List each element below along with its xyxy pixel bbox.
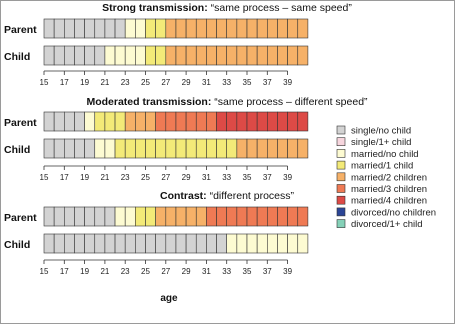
panel-2-child-cell <box>64 139 74 158</box>
panel-2-parent-cell <box>257 112 267 131</box>
panel-2-parent-cell <box>105 112 115 131</box>
panel-3-parent-cell <box>146 207 156 226</box>
panel-3-parent-cell <box>54 207 64 226</box>
legend-label-single_child: single/1+ child <box>351 137 412 149</box>
legend-swatch-divorced_no <box>337 208 345 216</box>
panel-2-parent-cell <box>85 112 95 131</box>
panel-1-tick-label: 37 <box>262 78 272 87</box>
panel-1-child-cell <box>176 46 186 65</box>
panel-1-child-cell <box>44 46 54 65</box>
panel-3-child-cell <box>44 234 54 253</box>
panel-3-parent-cell <box>135 207 145 226</box>
panel-2-tick-label: 37 <box>262 173 272 182</box>
panel-1-child-cell <box>85 46 95 65</box>
panel-2-child-cell <box>217 139 227 158</box>
panel-1-parent-cell <box>64 19 74 38</box>
legend-swatch-single_no_child <box>337 126 345 134</box>
panel-1-parent-cell <box>166 19 176 38</box>
legend-swatch-married_no_child <box>337 149 345 157</box>
panel-1-child-cell <box>237 46 247 65</box>
panel-2-parent-cell <box>64 112 74 131</box>
panel-3-child-cell <box>267 234 277 253</box>
panel-2-child-cell <box>156 139 166 158</box>
panel-3-parent-cell <box>95 207 105 226</box>
panel-3-child-cell <box>186 234 196 253</box>
panel-1-child-cell <box>267 46 277 65</box>
panel-3-child-cell <box>206 234 216 253</box>
sequence-index-plot <box>1 1 454 323</box>
panel-2-child-cell <box>115 139 125 158</box>
panel-2-title-rest: “same process – different speed” <box>211 96 368 108</box>
panel-2-child-cell <box>74 139 84 158</box>
panel-3-child-cell <box>237 234 247 253</box>
panel-3-parent-cell <box>206 207 216 226</box>
panel-3-title <box>160 190 295 202</box>
panel-1-child-cell <box>277 46 287 65</box>
legend-label-married_no_child: married/no child <box>351 148 419 160</box>
legend-label-single_no_child: single/no child <box>351 125 412 137</box>
panel-2-parent-label: Parent <box>4 117 37 129</box>
panel-3-child-cell <box>247 234 257 253</box>
panel-2-tick-label: 33 <box>222 173 232 182</box>
panel-2-child-cell <box>227 139 237 158</box>
panel-3-parent-cell <box>176 207 186 226</box>
panel-1-parent-label: Parent <box>4 24 37 36</box>
panel-3-child-cell <box>227 234 237 253</box>
panel-3-child-cell <box>125 234 135 253</box>
panel-3-parent-cell <box>237 207 247 226</box>
panel-2-parent-cell <box>135 112 145 131</box>
panel-2-child-label: Child <box>4 144 31 156</box>
panel-2-parent-cell <box>217 112 227 131</box>
panel-2-tick-label: 31 <box>201 173 211 182</box>
panel-3-tick-label: 19 <box>80 267 90 276</box>
axis-title: age <box>160 293 178 304</box>
panel-1-tick-label: 25 <box>141 78 150 87</box>
panel-1-parent-cell <box>206 19 216 38</box>
panel-2-tick-label: 39 <box>283 173 293 182</box>
panel-3-parent-cell <box>247 207 257 226</box>
panel-1-tick-label: 39 <box>283 78 293 87</box>
panel-2-child-cell <box>105 139 115 158</box>
panel-1-child-cell <box>217 46 227 65</box>
panel-2-title <box>86 96 368 108</box>
legend-label-divorced_no: divorced/no children <box>351 207 437 219</box>
legend-swatch-divorced_child <box>337 220 345 228</box>
panel-2-child-cell <box>176 139 186 158</box>
panel-1-tick-label: 35 <box>242 78 252 87</box>
panel-1-parent-cell <box>156 19 166 38</box>
panel-2-parent-cell <box>115 112 125 131</box>
panel-2-child-cell <box>186 139 196 158</box>
panel-3-child-cell <box>176 234 186 253</box>
panel-3-tick-label: 31 <box>201 267 211 276</box>
panel-3-parent-cell <box>85 207 95 226</box>
panel-1-parent-cell <box>227 19 237 38</box>
panel-1-parent-cell <box>237 19 247 38</box>
panel-3-parent-cell <box>227 207 237 226</box>
legend-label-married_4: married/4 children <box>351 195 428 207</box>
panel-3-child-cell <box>146 234 156 253</box>
panel-2-tick-label: 35 <box>242 173 252 182</box>
panel-3-child-label: Child <box>4 239 31 251</box>
panel-3-child-cell <box>135 234 145 253</box>
panel-1-parent-cell <box>288 19 298 38</box>
panel-3-child-cell <box>85 234 95 253</box>
panel-2-child-cell <box>135 139 145 158</box>
panel-3-parent-cell <box>74 207 84 226</box>
panel-1-title <box>102 2 352 14</box>
panel-2-parent-cell <box>237 112 247 131</box>
panel-3-tick-label: 15 <box>39 267 49 276</box>
panel-2-parent-cell <box>44 112 54 131</box>
panel-2-child-cell <box>237 139 247 158</box>
panel-1-title-rest: “same process – same speed” <box>207 2 352 14</box>
panel-3-parent-cell <box>105 207 115 226</box>
panel-2-child-cell <box>277 139 287 158</box>
panel-3-tick-label: 29 <box>181 267 191 276</box>
panel-1-parent-cell <box>105 19 115 38</box>
panel-1-parent-cell <box>115 19 125 38</box>
panel-2-parent-cell <box>166 112 176 131</box>
legend-swatch-married_1 <box>337 161 345 169</box>
panel-1-child-cell <box>146 46 156 65</box>
panel-2-child-cell <box>288 139 298 158</box>
panel-3-parent-cell <box>64 207 74 226</box>
panel-3-tick-label: 23 <box>120 267 130 276</box>
panel-3-title-bold: Contrast: <box>159 190 207 202</box>
panel-3-parent-cell <box>186 207 196 226</box>
legend-swatch-married_2 <box>337 173 345 181</box>
panel-2-parent-cell <box>125 112 135 131</box>
panel-2-child-cell <box>257 139 267 158</box>
panel-3-parent-cell <box>156 207 166 226</box>
panel-2-tick-label: 23 <box>120 173 130 182</box>
panel-2-child-cell <box>247 139 257 158</box>
legend-label-married_2: married/2 children <box>351 172 428 184</box>
panel-2-child-cell <box>267 139 277 158</box>
panel-3-parent-cell <box>277 207 287 226</box>
panel-1-child-cell <box>247 46 257 65</box>
panel-2-child-cell <box>95 139 105 158</box>
panel-3-tick-label: 27 <box>161 267 171 276</box>
panel-3-parent-cell <box>257 207 267 226</box>
panel-2-child-cell <box>196 139 206 158</box>
panel-3-child-cell <box>156 234 166 253</box>
panel-2-parent-cell <box>206 112 216 131</box>
panel-2-parent-cell <box>298 112 308 131</box>
panel-1-tick-label: 33 <box>222 78 232 87</box>
panel-1-tick-label: 27 <box>161 78 171 87</box>
panel-2-tick-label: 27 <box>161 173 171 182</box>
panel-2-parent-cell <box>54 112 64 131</box>
panel-2-parent-cell <box>176 112 186 131</box>
panel-2-parent-cell <box>146 112 156 131</box>
panel-1-parent-cell <box>176 19 186 38</box>
panel-1-parent-cell <box>146 19 156 38</box>
panel-3-tick-label: 25 <box>141 267 150 276</box>
panel-3-child-cell <box>298 234 308 253</box>
panel-1-tick-label: 17 <box>59 78 69 87</box>
panel-1-parent-cell <box>125 19 135 38</box>
panel-2-child-cell <box>85 139 95 158</box>
panel-1-tick-label: 15 <box>39 78 49 87</box>
panel-3-child-cell <box>105 234 115 253</box>
panel-1-parent-cell <box>196 19 206 38</box>
legend-label-divorced_child: divorced/1+ child <box>351 219 423 231</box>
panel-1-parent-cell <box>44 19 54 38</box>
panel-2-title-bold: Moderated transmission: <box>86 96 212 108</box>
panel-1-child-label: Child <box>4 51 31 63</box>
legend-swatch-single_child <box>337 138 345 146</box>
panel-3-tick-label: 21 <box>100 267 110 276</box>
panel-2-child-cell <box>125 139 135 158</box>
panel-2-parent-cell <box>186 112 196 131</box>
panel-1-child-cell <box>105 46 115 65</box>
panel-1-parent-cell <box>298 19 308 38</box>
panel-1-child-cell <box>156 46 166 65</box>
panel-3-parent-cell <box>196 207 206 226</box>
panel-1-title-bold: Strong transmission: <box>102 2 208 14</box>
panel-2-tick-label: 29 <box>181 173 191 182</box>
panel-3-child-cell <box>277 234 287 253</box>
panel-3-parent-cell <box>115 207 125 226</box>
panel-1-child-cell <box>135 46 145 65</box>
panel-2-child-cell <box>54 139 64 158</box>
panel-3-child-cell <box>217 234 227 253</box>
panel-1-child-cell <box>206 46 216 65</box>
panel-1-child-cell <box>227 46 237 65</box>
panel-3-tick-label: 37 <box>262 267 272 276</box>
panel-3-parent-cell <box>267 207 277 226</box>
panel-2-tick-label: 21 <box>100 173 110 182</box>
panel-1-child-cell <box>298 46 308 65</box>
panel-3-child-cell <box>257 234 267 253</box>
panel-2-parent-cell <box>247 112 257 131</box>
panel-3-child-cell <box>54 234 64 253</box>
panel-1-child-cell <box>196 46 206 65</box>
panel-2-parent-cell <box>267 112 277 131</box>
panel-2-tick-label: 17 <box>59 173 69 182</box>
panel-1-tick-label: 29 <box>181 78 191 87</box>
panel-2-parent-cell <box>277 112 287 131</box>
panel-3-parent-cell <box>288 207 298 226</box>
panel-1-parent-cell <box>247 19 257 38</box>
panel-2-parent-cell <box>196 112 206 131</box>
panel-1-tick-label: 31 <box>201 78 211 87</box>
panel-3-child-cell <box>74 234 84 253</box>
panel-1-tick-label: 23 <box>120 78 130 87</box>
panel-2-tick-label: 25 <box>141 173 150 182</box>
panel-3-child-cell <box>166 234 176 253</box>
panel-3-parent-cell <box>166 207 176 226</box>
panel-3-child-cell <box>288 234 298 253</box>
panel-2-child-cell <box>298 139 308 158</box>
panel-3-child-cell <box>115 234 125 253</box>
panel-3-child-cell <box>196 234 206 253</box>
panel-2-child-cell <box>44 139 54 158</box>
panel-2-child-cell <box>146 139 156 158</box>
legend-label-married_3: married/3 children <box>351 184 428 195</box>
panel-1-child-cell <box>115 46 125 65</box>
panel-3-parent-cell <box>217 207 227 226</box>
panel-1-child-cell <box>186 46 196 65</box>
panel-1-child-cell <box>166 46 176 65</box>
panel-1-parent-cell <box>54 19 64 38</box>
panel-3-title-rest: “different process” <box>206 190 295 202</box>
legend-swatch-married_3 <box>337 185 345 193</box>
panel-2-parent-cell <box>227 112 237 131</box>
panel-1-child-cell <box>64 46 74 65</box>
panel-2-child-cell <box>166 139 176 158</box>
panel-1-tick-label: 19 <box>80 78 90 87</box>
panel-1-parent-cell <box>95 19 105 38</box>
panel-2-parent-cell <box>74 112 84 131</box>
panel-2-tick-label: 19 <box>80 173 90 182</box>
panel-3-tick-label: 33 <box>222 267 232 276</box>
panel-1-child-cell <box>54 46 64 65</box>
panel-3-tick-label: 39 <box>283 267 293 276</box>
panel-1-child-cell <box>288 46 298 65</box>
panel-1-child-cell <box>125 46 135 65</box>
panel-2-parent-cell <box>288 112 298 131</box>
panel-3-tick-label: 17 <box>59 267 69 276</box>
panel-3-parent-cell <box>44 207 54 226</box>
panel-3-child-cell <box>64 234 74 253</box>
panel-1-parent-cell <box>85 19 95 38</box>
panel-3-tick-label: 35 <box>242 267 252 276</box>
panel-1-parent-cell <box>135 19 145 38</box>
panel-1-tick-label: 21 <box>100 78 110 87</box>
panel-2-tick-label: 15 <box>39 173 49 182</box>
panel-2-parent-cell <box>156 112 166 131</box>
panel-1-child-cell <box>95 46 105 65</box>
panel-1-parent-cell <box>267 19 277 38</box>
legend-label-married_1: married/1 child <box>351 160 414 172</box>
legend-swatch-married_4 <box>337 196 345 204</box>
panel-3-parent-cell <box>298 207 308 226</box>
panel-1-parent-cell <box>186 19 196 38</box>
panel-1-parent-cell <box>277 19 287 38</box>
panel-1-parent-cell <box>217 19 227 38</box>
panel-3-parent-cell <box>125 207 135 226</box>
panel-3-parent-label: Parent <box>4 212 37 224</box>
panel-1-parent-cell <box>74 19 84 38</box>
panel-2-parent-cell <box>95 112 105 131</box>
panel-1-parent-cell <box>257 19 267 38</box>
panel-1-child-cell <box>74 46 84 65</box>
panel-2-child-cell <box>206 139 216 158</box>
panel-3-child-cell <box>95 234 105 253</box>
panel-1-child-cell <box>257 46 267 65</box>
